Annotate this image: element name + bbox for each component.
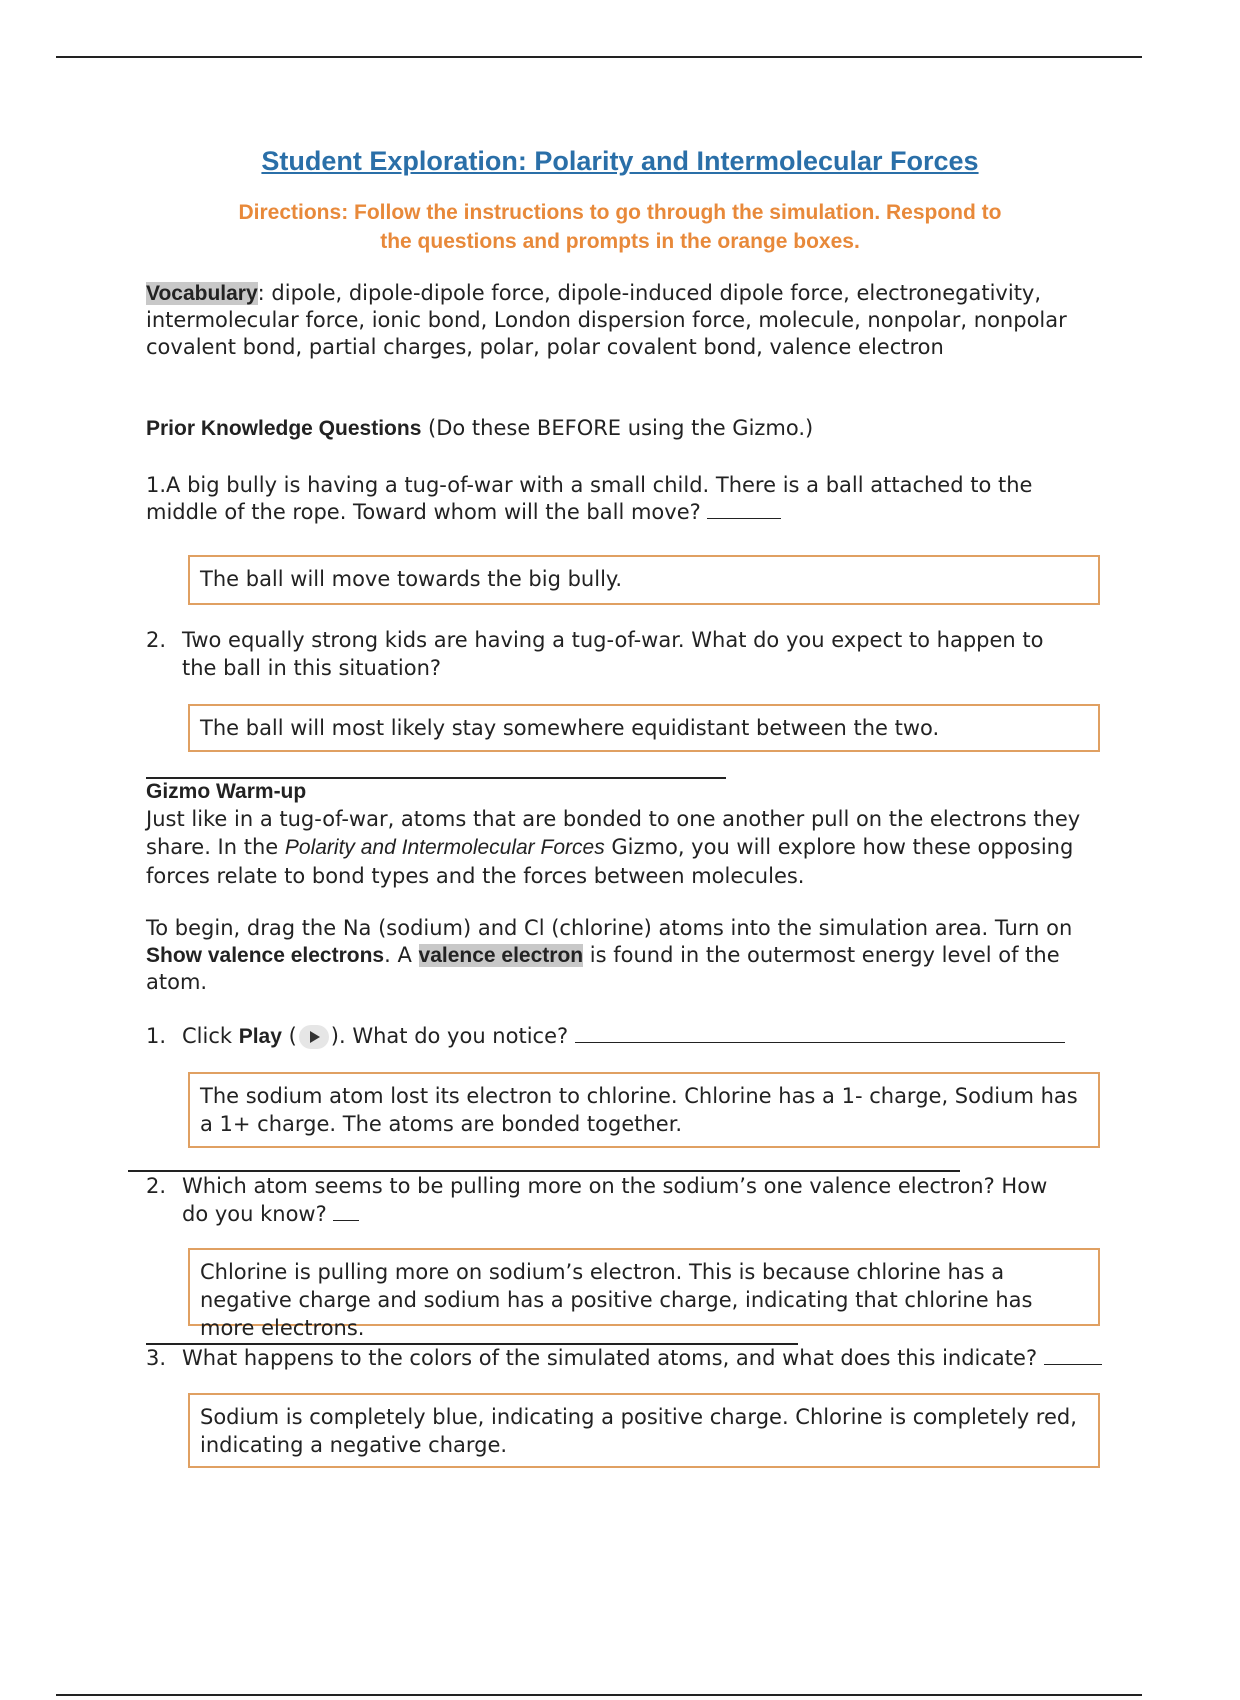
vocabulary-label: Vocabulary — [146, 282, 258, 305]
begin-text-c: is found in the outermost energy level of the atom. — [146, 943, 1060, 994]
question-number: 2. — [146, 1174, 167, 1198]
valence-electron-term: valence electron — [418, 944, 584, 967]
answer-text: The sodium atom lost its electron to chlorine. Chlorine has a 1- charge, Sodium has a 1+ charge. The atoms are bonded together. — [200, 1084, 1078, 1136]
question-text: Two equally strong kids are having a tug-of-war. What do you expect to happen to the ball in this situation? — [182, 628, 1044, 680]
prior-knowledge-title: Prior Knowledge Questions — [146, 417, 422, 440]
show-valence-label: Show valence electrons — [146, 944, 385, 967]
begin-text-b: . A — [384, 943, 419, 967]
answer-text: Chlorine is pulling more on sodium’s electron. This is because chlorine has a negative charge and sodium has a positive charge, indicating that chlorine has more electrons. — [200, 1260, 1033, 1340]
question-number: 1. — [146, 473, 167, 497]
vocabulary-terms: : dipole, dipole-dipole force, dipole-induced dipole force, electronegativity, intermolecular force, ionic bond, London dispersion force, molecule, nonpolar, nonpolar covalent bond, partial charges, polar, polar covalent bond, valence electron — [146, 281, 1067, 359]
question-text — [182, 1344, 1192, 1372]
warmup-begin — [146, 915, 1106, 996]
q2-text: Which atom seems to be pulling more on the sodium’s one valence electron? How do you know? — [182, 1174, 1048, 1226]
question-text — [182, 1022, 1102, 1051]
warmup-divider — [146, 777, 726, 779]
play-label: Play — [238, 1025, 282, 1048]
top-rule — [56, 56, 1142, 58]
directions-line-2: the questions and prompts in the orange boxes. — [380, 230, 860, 253]
directions-line-1: Directions: Follow the instructions to go through the simulation. Respond to — [238, 201, 1002, 224]
q1-open: ( — [281, 1024, 297, 1048]
answer-text: Sodium is completely blue, indicating a positive charge. Chlorine is completely red, indicating a negative charge. — [200, 1405, 1077, 1457]
intro-text-b: Gizmo, you will explore how these opposing forces relate to bond types and the forces between molecules. — [146, 835, 1074, 888]
intro-text-a: Just like in a tug-of-war, atoms that are bonded to one another pull on the electrons they share. In the — [146, 807, 1081, 859]
answer-blank — [1044, 1364, 1102, 1365]
gizmo-name: Polarity and Intermolecular Forces — [284, 836, 605, 859]
question-text: A big bully is having a tug-of-war with a small child. There is a ball attached to the middle of the rope. Toward whom will the ball move? — [146, 473, 1033, 524]
q1-pre: Click — [182, 1024, 239, 1048]
answer-text: The ball will most likely stay somewhere equidistant between the two. — [200, 716, 940, 740]
answer-text: The ball will move towards the big bully. — [200, 567, 623, 591]
pk-question-1 — [146, 472, 1086, 526]
vocabulary-paragraph — [146, 280, 1106, 361]
q1-post: ). What do you notice? — [330, 1024, 569, 1048]
question-number: 1. — [146, 1024, 167, 1048]
question-number: 2. — [146, 628, 167, 652]
prior-knowledge-heading — [146, 415, 1106, 442]
answer-box-warmup-2[interactable] — [188, 1248, 1100, 1340]
warmup-intro — [146, 805, 1106, 890]
answer-blank — [575, 1042, 1065, 1043]
answer-blank — [707, 518, 781, 519]
question-text — [182, 1172, 1062, 1228]
answer-blank — [333, 1220, 359, 1221]
answer-box-pk-2[interactable] — [188, 704, 1100, 752]
q3-text: What happens to the colors of the simulated atoms, and what does this indicate? — [182, 1346, 1038, 1370]
answer-box-pk-1[interactable] — [188, 555, 1100, 605]
question-number: 3. — [146, 1346, 167, 1370]
begin-text-a: To begin, drag the Na (sodium) and Cl (chlorine) atoms into the simulation area. Turn on — [146, 916, 1073, 940]
bottom-rule — [56, 1694, 1142, 1696]
answer-box-warmup-3[interactable] — [188, 1393, 1100, 1468]
page-title: Student Exploration: Polarity and Intermolecular Forces — [261, 146, 979, 176]
prior-knowledge-note: (Do these BEFORE using the Gizmo.) — [421, 416, 814, 440]
warmup-heading: Gizmo Warm-up — [146, 780, 307, 803]
answer-box-warmup-1[interactable] — [188, 1072, 1100, 1148]
directions — [200, 198, 1040, 256]
play-icon — [299, 1025, 329, 1049]
